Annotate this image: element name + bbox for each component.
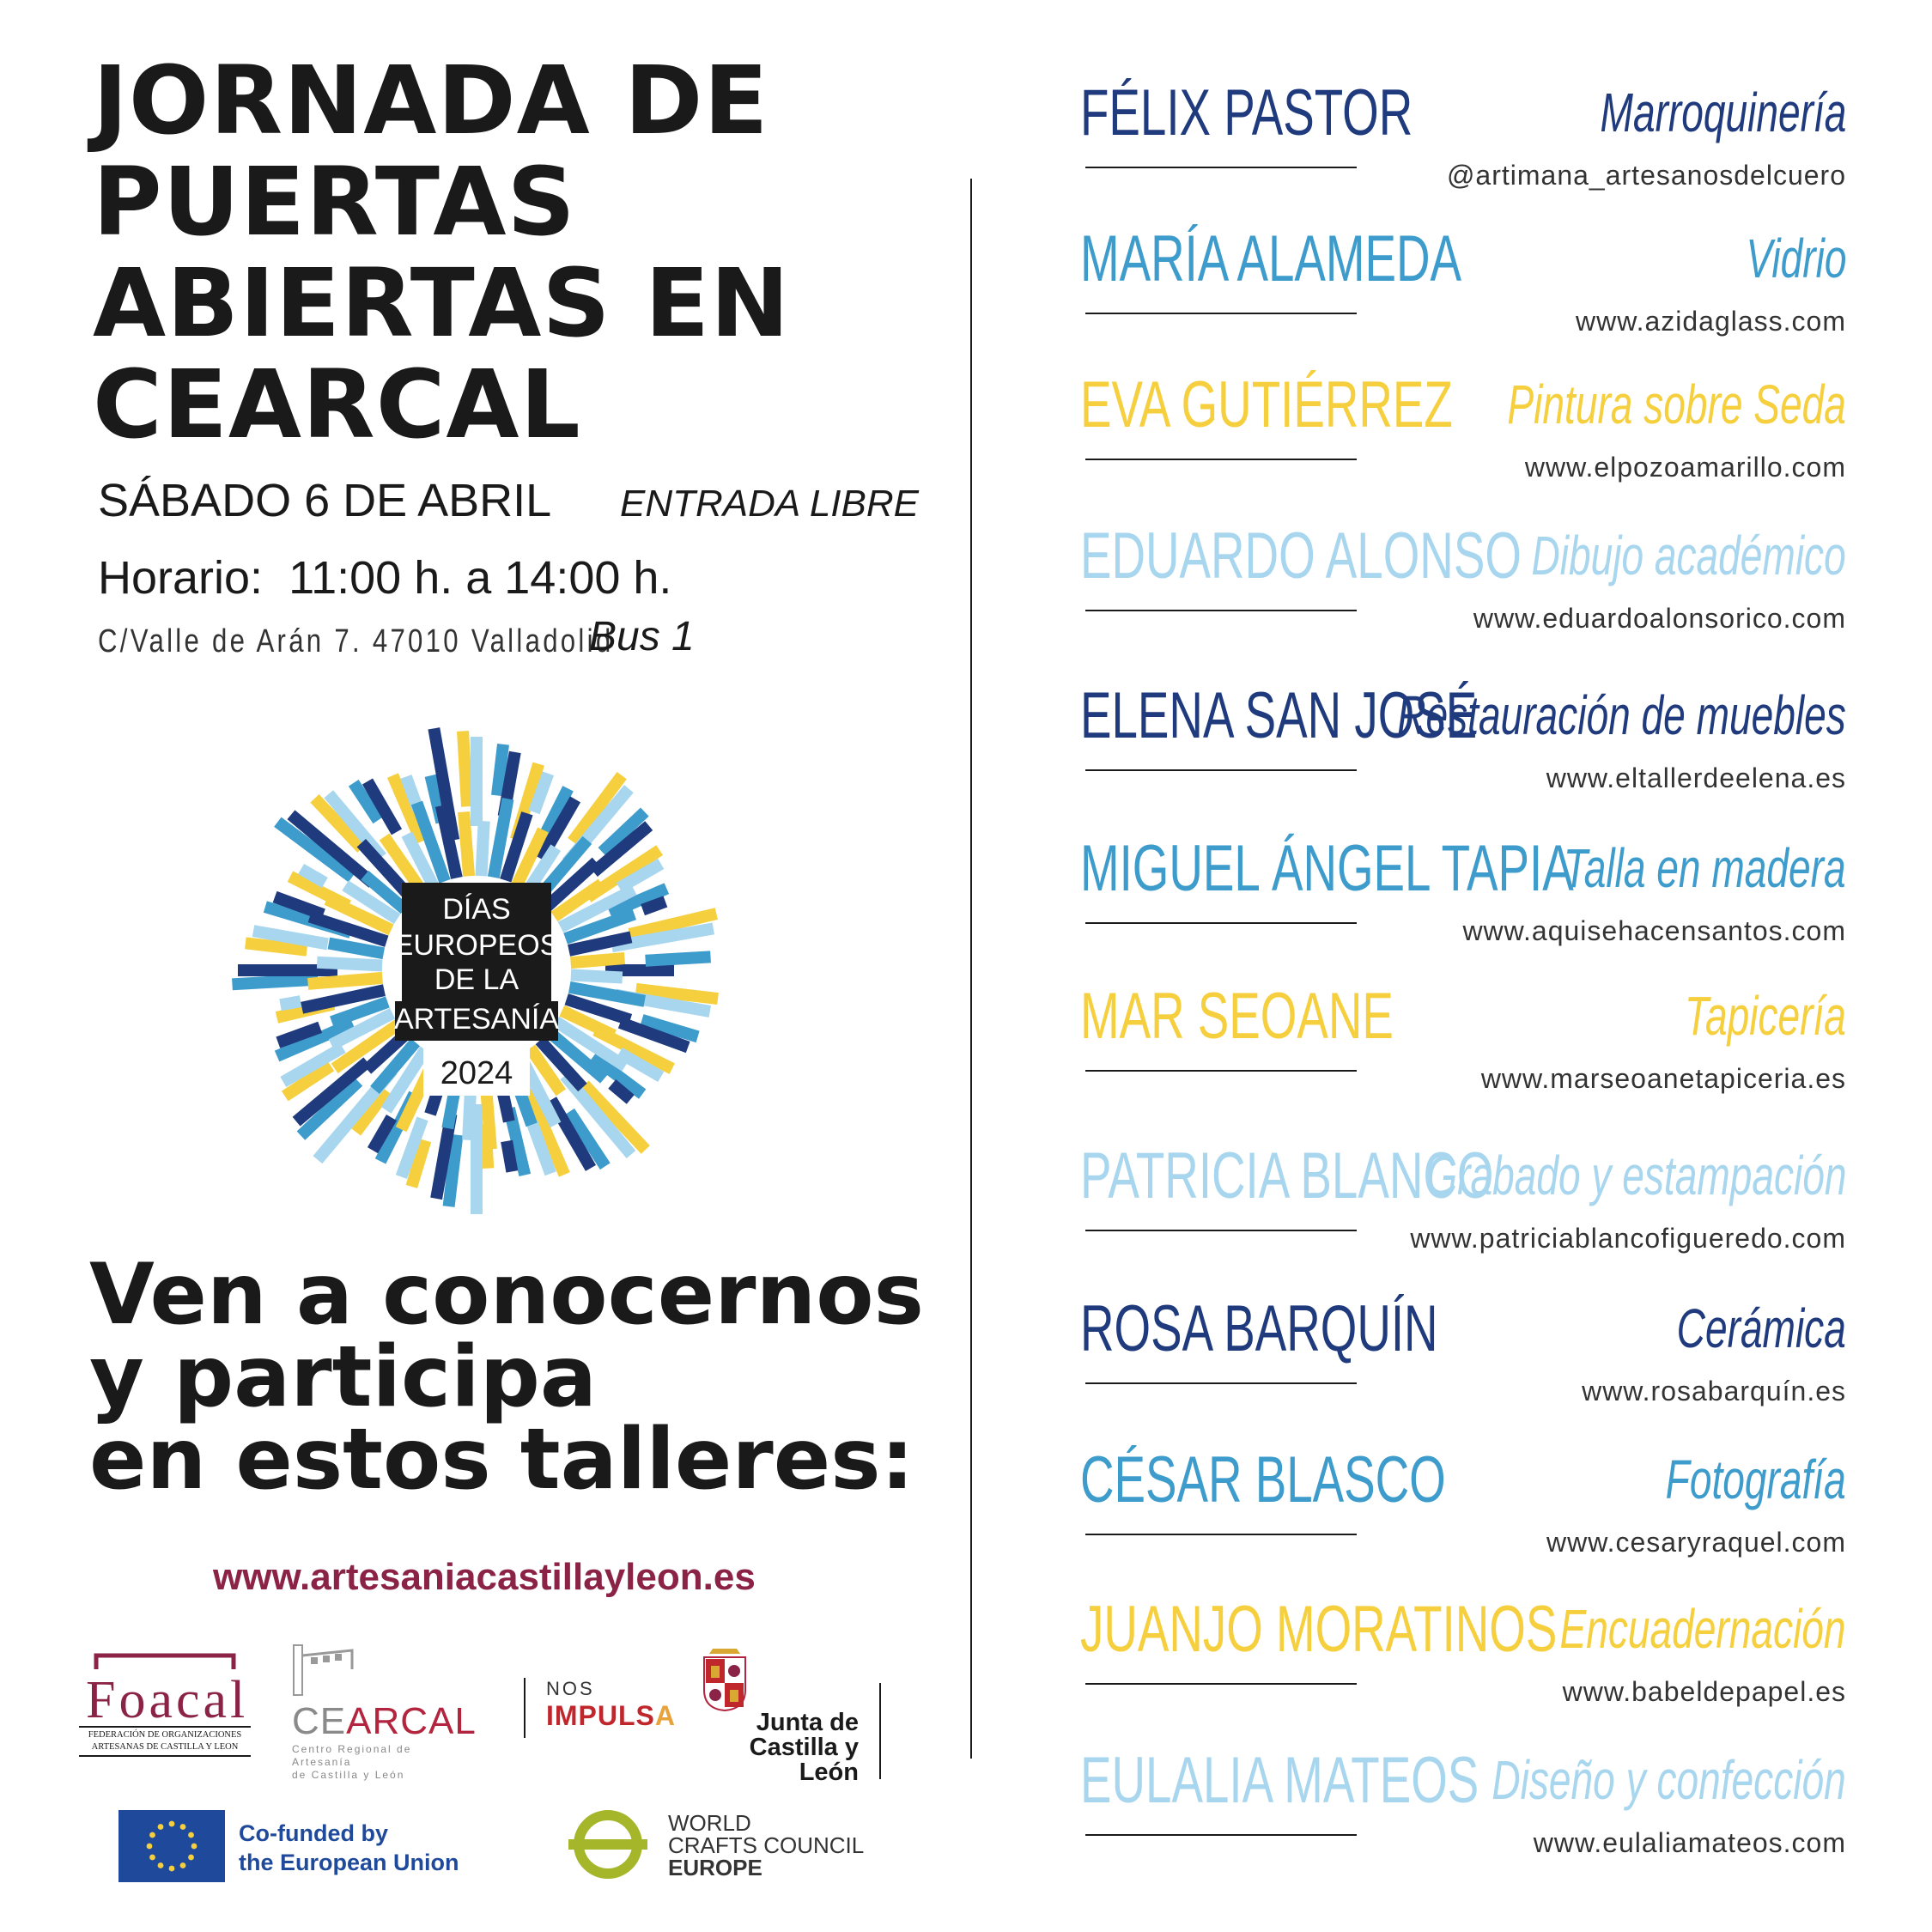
junta-text: Junta de Castilla y León bbox=[749, 1709, 859, 1786]
burst-ray bbox=[463, 731, 467, 806]
eu-star bbox=[180, 1862, 186, 1868]
wcc-globe-icon bbox=[563, 1810, 653, 1879]
artisan-url[interactable]: www.rosabarquín.es bbox=[1582, 1376, 1846, 1406]
artisan-name: ELENA SAN JOSÉ bbox=[1080, 679, 1478, 752]
artisan-url[interactable]: www.azidaglass.com bbox=[1576, 306, 1846, 337]
craft-label: Restauración de muebles bbox=[1397, 684, 1846, 746]
name-underline bbox=[1085, 1683, 1357, 1685]
workshop-row bbox=[1080, 831, 1853, 977]
eu-star bbox=[188, 1832, 194, 1838]
foacal-logo bbox=[79, 1650, 251, 1757]
workshop-row bbox=[1080, 1743, 1853, 1889]
craft-label: Grabado y estampación bbox=[1425, 1145, 1846, 1206]
foacal-roof-icon bbox=[79, 1650, 251, 1671]
artisan-name: EDUARDO ALONSO bbox=[1080, 519, 1522, 592]
artisan-name: EULALIA MATEOS bbox=[1080, 1744, 1479, 1817]
burst-ray bbox=[329, 944, 384, 954]
entrada-libre: ENTRADA LIBRE bbox=[620, 483, 920, 525]
eu-star bbox=[158, 1824, 164, 1830]
burst-ray bbox=[232, 980, 318, 985]
artisan-url[interactable]: www.aquisehacensantos.com bbox=[1462, 915, 1846, 946]
coat-of-arms-icon bbox=[701, 1649, 749, 1712]
nos-text: NOS bbox=[546, 1678, 595, 1699]
eu-star bbox=[169, 1866, 175, 1872]
workshop-row bbox=[1080, 678, 1853, 824]
foacal-subtitle: FEDERACIÓN DE ORGANIZACIONES ARTESANAS DE CASTILLA Y LEON bbox=[79, 1726, 251, 1757]
cearcal-building-icon bbox=[292, 1643, 369, 1697]
craft-label: Pintura sobre Seda bbox=[1507, 374, 1846, 435]
name-underline bbox=[1085, 1834, 1357, 1836]
cearcal-logo bbox=[292, 1643, 477, 1782]
workshop-row bbox=[1080, 1291, 1853, 1437]
name-underline bbox=[1085, 610, 1357, 611]
badge-line: DÍAS bbox=[442, 893, 511, 926]
impulsa-text: IMPULSA bbox=[546, 1700, 676, 1731]
craft-label: Fotografía bbox=[1665, 1449, 1846, 1510]
name-underline bbox=[1085, 459, 1357, 460]
name-underline bbox=[1085, 167, 1357, 168]
title-line: CEARCAL bbox=[93, 349, 581, 459]
workshop-row bbox=[1080, 979, 1853, 1125]
artisan-url[interactable]: www.marseoanetapiceria.es bbox=[1480, 1063, 1846, 1094]
page-title bbox=[93, 46, 951, 459]
craft-label: Encuadernación bbox=[1559, 1598, 1846, 1660]
eu-star bbox=[191, 1844, 197, 1850]
artisan-url[interactable]: www.elpozoamarillo.com bbox=[1524, 452, 1846, 483]
eu-star bbox=[149, 1855, 155, 1861]
workshop-row bbox=[1080, 76, 1853, 222]
name-underline bbox=[1085, 1534, 1357, 1535]
badge-year: 2024 bbox=[440, 1055, 513, 1091]
artisan-url[interactable]: @artimana_artesanosdelcuero bbox=[1446, 160, 1846, 191]
burst-ray bbox=[507, 1141, 512, 1171]
dias-europeos-badge bbox=[219, 713, 734, 1228]
workshop-row bbox=[1080, 1139, 1853, 1285]
cta-line: en estos talleres: bbox=[89, 1411, 914, 1509]
burst-ray bbox=[308, 978, 383, 984]
burst-ray bbox=[464, 812, 469, 877]
burst-ray bbox=[571, 958, 625, 963]
burst-ray bbox=[571, 975, 623, 977]
title-line: ABIERTAS EN bbox=[93, 248, 791, 358]
website-link[interactable]: www.artesaniacastillayleon.es bbox=[213, 1556, 756, 1598]
burst-ray bbox=[497, 744, 503, 796]
cearcal-word: CEARCAL bbox=[292, 1700, 477, 1742]
call-to-action bbox=[89, 1246, 948, 1509]
artisan-url[interactable]: www.eduardoalonsorico.com bbox=[1473, 603, 1846, 634]
schedule: Horario: 11:00 h. a 14:00 h. bbox=[98, 552, 672, 604]
craft-label: Vidrio bbox=[1746, 228, 1846, 289]
artisan-name: CÉSAR BLASCO bbox=[1080, 1443, 1446, 1516]
artisan-name: JUANJO MORATINOS bbox=[1080, 1593, 1558, 1666]
craft-label: Diseño y confección bbox=[1492, 1749, 1846, 1811]
workshop-row bbox=[1080, 519, 1853, 665]
junta-divider bbox=[879, 1683, 881, 1779]
craft-label: Tapicería bbox=[1685, 985, 1846, 1047]
eu-star bbox=[158, 1862, 164, 1868]
nos-impulsa-logo bbox=[524, 1678, 676, 1738]
workshop-row bbox=[1080, 222, 1853, 368]
junta-logo bbox=[690, 1649, 879, 1786]
eu-text: Co-funded by the European Union bbox=[239, 1820, 459, 1875]
bus-info: Bus 1 bbox=[589, 614, 695, 659]
eu-cofunded-logo bbox=[118, 1810, 479, 1882]
title-line: PUERTAS bbox=[93, 147, 576, 257]
burst-ray bbox=[481, 821, 483, 876]
artisan-name: MIGUEL ÁNGEL TAPIA bbox=[1080, 832, 1574, 905]
craft-label: Talla en madera bbox=[1564, 837, 1846, 899]
artisan-url[interactable]: www.cesaryraquel.com bbox=[1546, 1527, 1846, 1558]
eu-star bbox=[169, 1821, 175, 1827]
name-underline bbox=[1085, 922, 1357, 924]
name-underline bbox=[1085, 313, 1357, 314]
eu-star bbox=[147, 1844, 153, 1850]
artisan-url[interactable]: www.eulaliamateos.com bbox=[1533, 1827, 1846, 1858]
badge-line: DE LA bbox=[434, 963, 519, 996]
wcc-text: WORLD CRAFTS COUNCIL EUROPE bbox=[668, 1810, 865, 1880]
workshop-row bbox=[1080, 1443, 1853, 1589]
artisan-url[interactable]: www.babeldepapel.es bbox=[1562, 1676, 1846, 1707]
burst-ray bbox=[317, 963, 382, 966]
eu-flag-icon bbox=[118, 1810, 225, 1882]
artisan-name: EVA GUTIÉRREZ bbox=[1080, 368, 1453, 441]
burst-ray bbox=[646, 957, 711, 960]
craft-label: Marroquinería bbox=[1600, 82, 1846, 143]
artisan-url[interactable]: www.eltallerdeelena.es bbox=[1546, 762, 1846, 793]
foacal-word: Foacal bbox=[86, 1671, 249, 1729]
workshop-row bbox=[1080, 368, 1853, 513]
artisan-name: MAR SEOANE bbox=[1080, 980, 1394, 1053]
burst-ray bbox=[643, 902, 665, 910]
name-underline bbox=[1085, 769, 1357, 771]
cta-line: y participa bbox=[89, 1328, 598, 1426]
title-line: JORNADA DE bbox=[93, 46, 769, 155]
craft-label: Dibujo académico bbox=[1531, 525, 1846, 586]
address: C/Valle de Arán 7. 47010 Valladolid bbox=[98, 623, 614, 659]
burst-ray bbox=[281, 1001, 301, 1005]
artisan-name: PATRICIA BLANCO bbox=[1080, 1139, 1494, 1212]
craft-label: Cerámica bbox=[1676, 1297, 1846, 1359]
artisan-url[interactable]: www.patriciablancofigueredo.com bbox=[1410, 1223, 1846, 1254]
wcc-europe-logo bbox=[563, 1810, 907, 1882]
artisan-name: MARÍA ALAMEDA bbox=[1080, 222, 1461, 295]
artisan-name: FÉLIX PASTOR bbox=[1080, 76, 1413, 149]
name-underline bbox=[1085, 1382, 1357, 1384]
badge-line: ARTESANÍA bbox=[393, 1003, 560, 1036]
cta-line: Ven a conocernos bbox=[89, 1246, 924, 1344]
column-divider bbox=[970, 179, 972, 1759]
workshop-row bbox=[1080, 1592, 1853, 1738]
event-date: SÁBADO 6 DE ABRIL bbox=[98, 475, 552, 526]
badge-line: EUROPEOS bbox=[393, 929, 560, 962]
cearcal-subtitle: Centro Regional de Artesanía de Castilla y León bbox=[292, 1743, 412, 1781]
name-underline bbox=[1085, 1070, 1357, 1072]
name-underline bbox=[1085, 1230, 1357, 1231]
eu-star bbox=[180, 1824, 186, 1830]
eu-star bbox=[188, 1855, 194, 1861]
artisan-name: ROSA BARQUÍN bbox=[1080, 1292, 1438, 1365]
eu-star bbox=[149, 1832, 155, 1838]
